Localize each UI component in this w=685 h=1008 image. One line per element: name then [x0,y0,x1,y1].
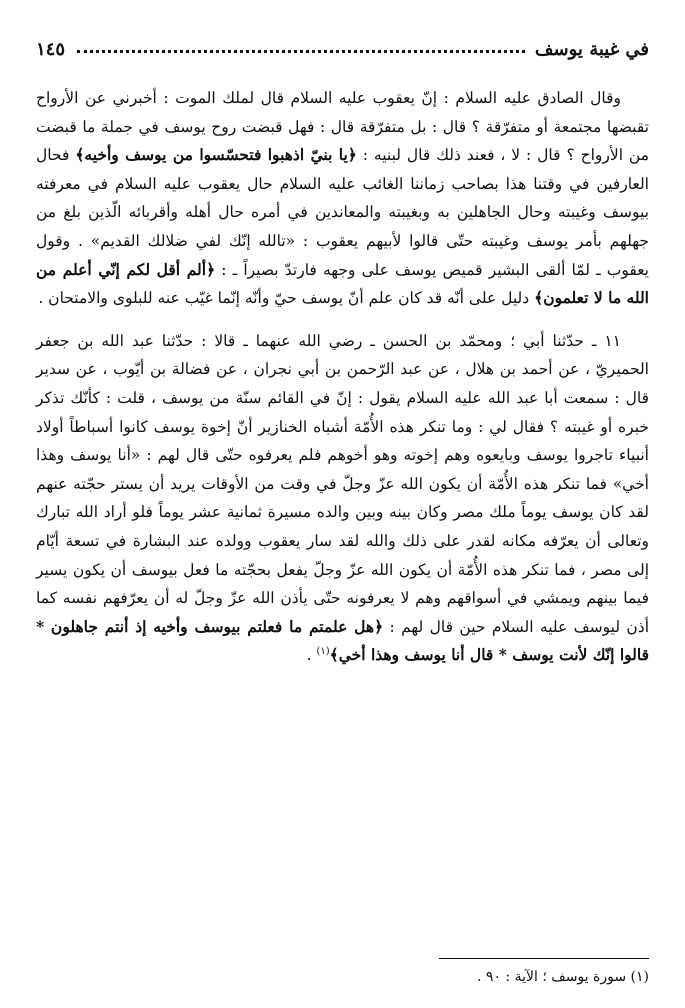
footnote-separator [439,958,649,959]
footnote: (١) سورة يوسف ؛ الآية : ٩٠ . [477,969,649,985]
paragraph-2-text-a: ١١ ـ حدّثنا أبي ؛ ومحمّد بن الحسن ـ رضي الله عنهما ـ قالا : حدّثنا عبد الله بن جعفر الحميريّ ، عن أحمد بن هلال ، عن عبد الرّحمن بن أبي نجران ، عن فضالة بن أيّوب ، عن سدير قال : سمعت أبا عبد الله عليه السلام يقول : إنّ في القائم سنّة من يوسف ، قلت : كأنّك تذكر خبره أو غيبته ؟ فقال لي : وما تنكر هذه الأُمّة أشباه الخنازير أنّ إخوة يوسف كانوا أسباطاً أولاد أنبياء تاجروا يوسف وبايعوه وهم إخوته وهو أخوهم فلم يعرفوه حتّى قال لهم : «أنا يوسف وهذا أخي» فما تنكر هذه الأُمّة أن يكون الله عزّ وجلّ في وقت من الأوقات يريد أن يستر حجّته عنهم لقد كان يوسف يوماً ملك مصر وكان بينه وبين والده مسيرة ثمانية عشر يوماً فلو أراد الله تبارك وتعالى أن يعرّفه مكانه لقدر على ذلك والله لقد سار يعقوب وولده عند البشارة في تسعة أيّام إلى مصر ، فما تنكر هذه الأُمّة أن يكون الله عزّ وجلّ يفعل بحجّته ما فعل بيوسف أن يكون يسير فيما بينهم ويمشي في أسواقهم وهم لا يعرفونه حتّى يأذن الله عزّ وجلّ له أن يعرّفهم نفسه كما أذن ليوسف عليه السلام حين قال لهم : [36,331,649,636]
paragraph-1-text-a: وقال الصادق عليه السلام : إنّ يعقوب عليه السلام قال لملك الموت : أخبرني عن الأرواح تقبضها مجتمعة أو متفرّقة ؟ قال : بل متفرّقة قال : فهل قبضت روح يوسف في جملة ما قبضت من الأرواح ؟ قال : لا ، فعند ذلك قال لبنيه : [36,89,649,165]
paragraph-2-end: . [306,646,317,665]
footnote-marker: (١) [316,646,330,658]
quran-quote: ﴿ألم أقل لكم إنّي أعلم من الله ما لا تعلمون﴾ [36,259,649,308]
book-page [36,22,649,988]
paragraph-2 [36,327,649,670]
header-dotted-leader [77,50,525,53]
paragraph-1-text-b: فحال العارفين في وقتنا هذا بصاحب زماننا الغائب عليه السلام حال يعقوب عليه السلام في معرفته بيوسف وغيبته وحال الجاهلين به وبغيبته والمعاندين في أمره حال أهله وأقربائه الّذين بلغ من جهلهم بأمر يوسف وغيبته حتّى قالوا لأبيهم يعقوب : «تالله إنّك لفي ضلالك القديم» . وقول يعقوب ـ لمّا ألقى البشير قميص يوسف على وجهه فارتدّ بصيراً ـ : [36,146,649,279]
quran-quote: ﴿يا بنيّ اذهبوا فتحسّسوا من يوسف وأخيه﴾ [75,145,357,165]
main-text [36,84,649,670]
page-number: ١٤٥ [36,38,66,60]
header-title: في غيبة يوسف [534,38,649,60]
quran-quote: ﴿هل علمتم ما فعلتم بيوسف وأخيه إذ أنتم جاهلون * قالوا إنّك لأنت يوسف * قال أنا يوسف وهذا أخي﴾ [36,616,649,665]
running-header [36,32,649,66]
paragraph-1-text-c: دليل على أنّه قد كان علم أنّ يوسف حيّ وأنّه إنّما غيّب عنه للبلوى والامتحان . [38,289,535,308]
paragraph-1 [36,84,649,313]
